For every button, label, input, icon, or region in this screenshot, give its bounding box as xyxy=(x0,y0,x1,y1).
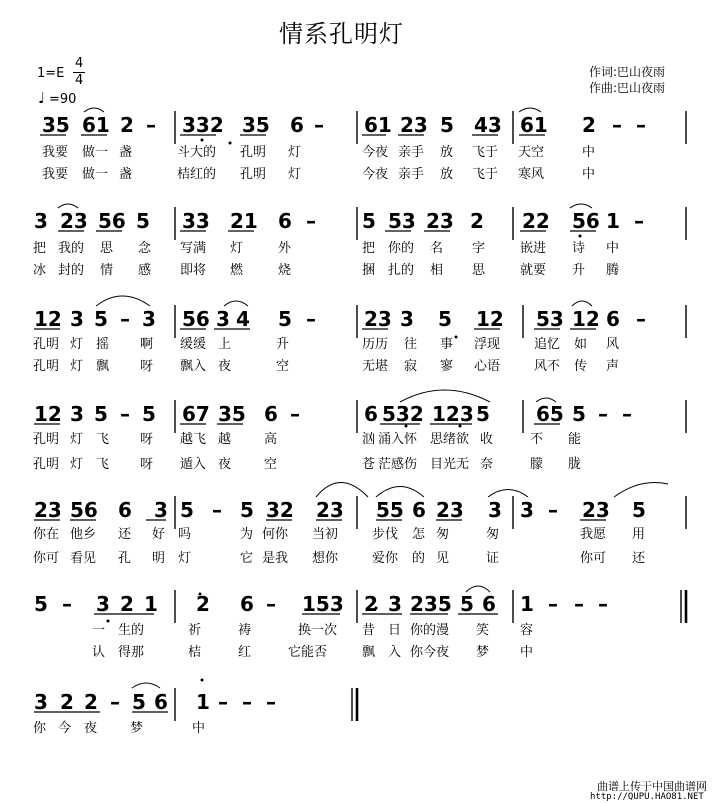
svg-text:何你: 何你 xyxy=(262,527,289,542)
svg-text:23: 23 xyxy=(426,209,454,233)
svg-text:收: 收 xyxy=(480,432,494,447)
svg-text:32: 32 xyxy=(266,498,294,522)
svg-text:苍: 苍 xyxy=(362,457,376,472)
svg-text:升: 升 xyxy=(572,263,586,278)
svg-text:放: 放 xyxy=(440,145,454,160)
svg-text:3: 3 xyxy=(216,307,230,331)
svg-text:换一次: 换一次 xyxy=(298,623,338,638)
svg-text:能: 能 xyxy=(568,432,582,447)
svg-text:飘入: 飘入 xyxy=(180,359,207,374)
svg-text:容: 容 xyxy=(520,623,534,638)
svg-text:飘: 飘 xyxy=(96,359,110,374)
svg-text:35: 35 xyxy=(218,402,246,426)
svg-text:摇: 摇 xyxy=(96,337,110,352)
svg-text:越: 越 xyxy=(218,432,232,447)
svg-text:–: – xyxy=(110,690,120,714)
svg-text:–: – xyxy=(574,592,584,616)
svg-text:3: 3 xyxy=(34,690,48,714)
svg-text:心语: 心语 xyxy=(474,359,501,374)
svg-text:缓缓: 缓缓 xyxy=(180,337,207,352)
svg-text:3: 3 xyxy=(154,498,168,522)
svg-text:呀: 呀 xyxy=(140,457,154,472)
svg-text:6: 6 xyxy=(154,690,168,714)
svg-text:灯: 灯 xyxy=(178,551,192,566)
svg-text:53: 53 xyxy=(536,307,564,331)
svg-text:还: 还 xyxy=(118,527,132,542)
svg-text:捆: 捆 xyxy=(362,263,376,278)
line-5-lyrics xyxy=(33,526,646,566)
line-7-lyrics xyxy=(33,720,205,736)
svg-text:5: 5 xyxy=(632,498,646,522)
svg-text:斗大的: 斗大的 xyxy=(177,145,217,160)
svg-text:事: 事 xyxy=(440,337,454,352)
svg-text:6: 6 xyxy=(264,402,278,426)
svg-text:高: 高 xyxy=(264,432,278,447)
svg-text:我要: 我要 xyxy=(42,167,69,182)
svg-text:中: 中 xyxy=(582,167,596,182)
dots xyxy=(107,139,582,682)
svg-text:中: 中 xyxy=(582,145,596,160)
line-4-notes xyxy=(34,402,632,426)
footer-url[interactable]: http://QUPU.HAO81.NET xyxy=(590,792,704,802)
svg-text:把: 把 xyxy=(362,241,376,256)
svg-text:23: 23 xyxy=(364,307,392,331)
svg-text:6: 6 xyxy=(118,498,132,522)
svg-text:6: 6 xyxy=(240,592,254,616)
svg-text:昔: 昔 xyxy=(362,623,376,638)
svg-text:呀: 呀 xyxy=(140,432,154,447)
svg-text:你的: 你的 xyxy=(388,241,415,256)
svg-text:它: 它 xyxy=(240,551,254,566)
svg-text:想你: 想你 xyxy=(312,551,339,566)
svg-text:空: 空 xyxy=(276,359,290,374)
line-6-notes xyxy=(34,592,608,616)
svg-text:–: – xyxy=(598,592,608,616)
svg-text:灯: 灯 xyxy=(288,167,302,182)
svg-text:情: 情 xyxy=(100,263,114,278)
svg-text:风不: 风不 xyxy=(534,359,561,374)
svg-text:我要: 我要 xyxy=(42,145,69,160)
svg-text:做一: 做一 xyxy=(82,145,109,160)
svg-text:认: 认 xyxy=(92,645,106,660)
svg-text:空: 空 xyxy=(264,457,278,472)
svg-text:涌入怀: 涌入怀 xyxy=(378,432,418,447)
svg-text:名: 名 xyxy=(430,241,444,256)
svg-text:–: – xyxy=(212,498,222,522)
svg-text:一: 一 xyxy=(92,623,106,638)
svg-text:12: 12 xyxy=(572,307,600,331)
svg-text:6: 6 xyxy=(482,592,496,616)
svg-text:看见: 看见 xyxy=(70,551,97,566)
svg-text:孔明: 孔明 xyxy=(240,167,267,182)
svg-text:–: – xyxy=(548,592,558,616)
svg-text:235: 235 xyxy=(410,592,452,616)
svg-text:腾: 腾 xyxy=(606,263,620,278)
svg-text:23: 23 xyxy=(34,498,62,522)
svg-text:得那: 得那 xyxy=(118,645,145,660)
svg-text:飞于: 飞于 xyxy=(472,167,499,182)
note: – xyxy=(146,113,156,137)
svg-text:67: 67 xyxy=(182,402,210,426)
svg-text:5: 5 xyxy=(34,592,48,616)
svg-text:升: 升 xyxy=(276,337,290,352)
svg-text:–: – xyxy=(306,209,316,233)
line-1-lyrics xyxy=(42,144,595,182)
svg-text:–: – xyxy=(290,402,300,426)
svg-text:孔: 孔 xyxy=(118,551,132,566)
svg-text:5: 5 xyxy=(240,498,254,522)
composer-credit: 作曲:巴山夜雨 xyxy=(589,81,666,95)
svg-text:5: 5 xyxy=(94,402,108,426)
svg-text:步伐: 步伐 xyxy=(372,527,399,542)
svg-text:燃: 燃 xyxy=(230,263,244,278)
svg-text:相: 相 xyxy=(430,263,444,278)
svg-text:爱你: 爱你 xyxy=(372,551,399,566)
svg-text:传: 传 xyxy=(574,359,588,374)
note: 35 xyxy=(242,113,270,137)
svg-text:证: 证 xyxy=(486,551,500,566)
svg-text:5: 5 xyxy=(180,498,194,522)
key-signature: 1=E xyxy=(37,66,65,81)
svg-text:23: 23 xyxy=(436,498,464,522)
svg-text:封的: 封的 xyxy=(58,263,85,278)
svg-text:扎的: 扎的 xyxy=(388,263,415,278)
svg-text:中: 中 xyxy=(606,241,620,256)
svg-text:23: 23 xyxy=(60,209,88,233)
svg-text:5: 5 xyxy=(460,592,474,616)
svg-text:3: 3 xyxy=(70,402,84,426)
svg-text:6: 6 xyxy=(364,402,378,426)
svg-text:6: 6 xyxy=(412,498,426,522)
svg-text:153: 153 xyxy=(302,592,344,616)
svg-text:夜: 夜 xyxy=(84,721,98,736)
svg-text:遁入: 遁入 xyxy=(180,457,207,472)
svg-text:56: 56 xyxy=(182,307,210,331)
svg-text:上: 上 xyxy=(218,337,232,352)
svg-text:孔明: 孔明 xyxy=(240,145,267,160)
svg-text:外: 外 xyxy=(278,241,292,256)
svg-text:5: 5 xyxy=(142,402,156,426)
line-2-notes xyxy=(34,209,644,233)
svg-text:你的漫: 你的漫 xyxy=(410,623,450,638)
svg-text:2: 2 xyxy=(470,209,484,233)
svg-text:风: 风 xyxy=(606,337,620,352)
svg-text:53: 53 xyxy=(388,209,416,233)
svg-text:往: 往 xyxy=(404,337,418,352)
svg-text:你可: 你可 xyxy=(33,551,60,566)
line-1-notes xyxy=(42,113,646,137)
svg-text:孔明: 孔明 xyxy=(33,337,60,352)
svg-text:孔明: 孔明 xyxy=(33,432,60,447)
line-7-notes xyxy=(34,690,276,714)
note: 5 xyxy=(440,113,454,137)
svg-text:5: 5 xyxy=(362,209,376,233)
svg-text:你可: 你可 xyxy=(580,551,607,566)
svg-text:放: 放 xyxy=(440,167,454,182)
svg-text:1: 1 xyxy=(196,690,210,714)
svg-text:桔: 桔 xyxy=(188,645,202,660)
svg-text:3: 3 xyxy=(70,307,84,331)
svg-text:嵌进: 嵌进 xyxy=(520,241,547,256)
svg-text:诗: 诗 xyxy=(572,241,586,256)
svg-text:祈: 祈 xyxy=(188,623,202,638)
svg-text:5: 5 xyxy=(476,402,490,426)
svg-text:红: 红 xyxy=(238,645,252,660)
svg-text:历历: 历历 xyxy=(362,337,389,352)
svg-text:23: 23 xyxy=(316,498,344,522)
svg-text:寂: 寂 xyxy=(404,359,418,374)
song-title: 情系孔明灯 xyxy=(279,20,404,48)
svg-text:笑: 笑 xyxy=(476,623,490,638)
svg-text:飞: 飞 xyxy=(96,432,110,447)
svg-text:3: 3 xyxy=(388,592,402,616)
line-4-lyrics xyxy=(33,431,581,472)
svg-text:–: – xyxy=(120,402,130,426)
svg-text:3: 3 xyxy=(34,209,48,233)
note: – xyxy=(636,113,646,137)
svg-text:3: 3 xyxy=(520,498,534,522)
svg-text:56: 56 xyxy=(98,209,126,233)
svg-text:做一: 做一 xyxy=(82,167,109,182)
svg-text:1: 1 xyxy=(606,209,620,233)
svg-text:532: 532 xyxy=(382,402,424,426)
line-3-notes xyxy=(34,307,646,331)
svg-text:啊: 啊 xyxy=(140,337,154,352)
svg-text:我愿: 我愿 xyxy=(580,527,607,542)
note: 61 xyxy=(364,113,392,137)
svg-text:冰: 冰 xyxy=(33,263,47,278)
svg-text:5: 5 xyxy=(132,690,146,714)
line-5-notes xyxy=(34,498,646,522)
svg-text:2: 2 xyxy=(84,690,98,714)
svg-text:–: – xyxy=(634,209,644,233)
svg-text:3: 3 xyxy=(96,592,110,616)
lyricist-credit: 作词:巴山夜雨 xyxy=(589,65,666,79)
svg-text:–: – xyxy=(636,307,646,331)
svg-text:5: 5 xyxy=(136,209,150,233)
note: 61 xyxy=(82,113,110,137)
svg-text:见: 见 xyxy=(436,551,450,566)
svg-text:2: 2 xyxy=(364,592,378,616)
svg-text:55: 55 xyxy=(376,498,404,522)
svg-text:3: 3 xyxy=(400,307,414,331)
svg-text:盏: 盏 xyxy=(119,145,133,160)
svg-text:寥: 寥 xyxy=(440,359,454,374)
svg-text:夜: 夜 xyxy=(218,359,232,374)
svg-text:65: 65 xyxy=(536,402,564,426)
svg-text:灯: 灯 xyxy=(70,457,84,472)
line-3-lyrics xyxy=(33,336,619,374)
svg-text:孔明: 孔明 xyxy=(33,359,60,374)
note: 61 xyxy=(520,113,548,137)
svg-text:今夜: 今夜 xyxy=(362,145,389,160)
svg-text:–: – xyxy=(266,690,276,714)
svg-text:奈: 奈 xyxy=(480,457,494,472)
svg-text:为: 为 xyxy=(240,527,254,542)
svg-text:–: – xyxy=(548,498,558,522)
svg-text:3: 3 xyxy=(142,307,156,331)
svg-text:22: 22 xyxy=(522,209,550,233)
svg-text:浮现: 浮现 xyxy=(474,337,501,352)
svg-text:23: 23 xyxy=(582,498,610,522)
note: – xyxy=(314,113,324,137)
svg-text:用: 用 xyxy=(632,527,646,542)
svg-text:123: 123 xyxy=(432,402,474,426)
svg-text:生的: 生的 xyxy=(118,623,145,638)
svg-text:怎: 怎 xyxy=(412,527,426,542)
svg-text:思: 思 xyxy=(100,241,114,256)
svg-text:梦: 梦 xyxy=(130,721,144,736)
svg-text:飞: 飞 xyxy=(96,457,110,472)
svg-text:呀: 呀 xyxy=(140,359,154,374)
svg-text:12: 12 xyxy=(34,307,62,331)
time-signature-top: 4 xyxy=(75,56,84,71)
svg-text:夜: 夜 xyxy=(218,457,232,472)
svg-text:–: – xyxy=(266,592,276,616)
svg-text:目光无: 目光无 xyxy=(430,457,470,472)
svg-text:飞于: 飞于 xyxy=(472,145,499,160)
svg-text:就要: 就要 xyxy=(520,263,547,278)
svg-text:2: 2 xyxy=(60,690,74,714)
svg-text:你在: 你在 xyxy=(33,527,60,542)
svg-text:匆: 匆 xyxy=(436,527,450,542)
note: 23 xyxy=(400,113,428,137)
svg-text:56: 56 xyxy=(572,209,600,233)
svg-text:1: 1 xyxy=(520,592,534,616)
svg-text:21: 21 xyxy=(230,209,258,233)
svg-text:把: 把 xyxy=(33,241,47,256)
svg-text:6: 6 xyxy=(606,307,620,331)
svg-text:念: 念 xyxy=(138,241,152,256)
time-signature-bottom: 4 xyxy=(75,73,84,88)
svg-text:写满: 写满 xyxy=(180,241,207,256)
svg-text:中: 中 xyxy=(520,645,534,660)
svg-text:今: 今 xyxy=(58,721,72,736)
svg-text:桔红的: 桔红的 xyxy=(177,167,217,182)
svg-text:你: 你 xyxy=(33,721,47,736)
svg-text:6: 6 xyxy=(278,209,292,233)
svg-text:2: 2 xyxy=(120,592,134,616)
svg-text:不: 不 xyxy=(530,432,544,447)
note: 2 xyxy=(120,113,134,137)
note: – xyxy=(612,113,622,137)
svg-text:今夜: 今夜 xyxy=(362,167,389,182)
svg-text:茫感伤: 茫感伤 xyxy=(378,457,418,472)
svg-text:亲手: 亲手 xyxy=(398,167,425,182)
svg-text:思绪欲: 思绪欲 xyxy=(430,432,470,447)
svg-text:孔明: 孔明 xyxy=(33,457,60,472)
svg-text:汹: 汹 xyxy=(362,432,376,447)
svg-text:是我: 是我 xyxy=(262,551,289,566)
svg-text:灯: 灯 xyxy=(230,241,244,256)
svg-text:他乡: 他乡 xyxy=(70,527,97,542)
svg-text:明: 明 xyxy=(152,551,166,566)
svg-text:飘: 飘 xyxy=(362,645,376,660)
svg-text:5: 5 xyxy=(572,402,586,426)
svg-text:胧: 胧 xyxy=(568,457,582,472)
note: 2 xyxy=(582,113,596,137)
svg-text:灯: 灯 xyxy=(70,432,84,447)
svg-text:灯: 灯 xyxy=(288,145,302,160)
svg-text:朦: 朦 xyxy=(530,457,544,472)
svg-text:4: 4 xyxy=(236,307,250,331)
svg-text:追忆: 追忆 xyxy=(534,337,561,352)
svg-text:33: 33 xyxy=(182,209,210,233)
svg-text:1: 1 xyxy=(144,592,158,616)
tempo-note-icon: ♩ xyxy=(38,89,46,107)
svg-text:的: 的 xyxy=(412,551,426,566)
svg-text:当初: 当初 xyxy=(312,527,339,542)
svg-text:我的: 我的 xyxy=(58,241,85,256)
svg-text:梦: 梦 xyxy=(476,645,490,660)
svg-text:无堪: 无堪 xyxy=(362,359,389,374)
svg-text:–: – xyxy=(306,307,316,331)
note: 6 xyxy=(290,113,304,137)
svg-text:2: 2 xyxy=(196,592,210,616)
footer-source-line: 曲谱上传于中国曲谱网 xyxy=(597,780,707,793)
line-2-lyrics xyxy=(33,240,619,278)
svg-text:感: 感 xyxy=(138,263,152,278)
svg-text:思: 思 xyxy=(472,263,486,278)
svg-text:声: 声 xyxy=(606,359,620,374)
svg-text:寒风: 寒风 xyxy=(518,167,545,182)
svg-text:中: 中 xyxy=(192,721,206,736)
svg-text:还: 还 xyxy=(632,551,646,566)
svg-text:天空: 天空 xyxy=(518,145,545,160)
svg-text:祷: 祷 xyxy=(238,623,252,638)
svg-text:灯: 灯 xyxy=(70,359,84,374)
svg-text:12: 12 xyxy=(476,307,504,331)
svg-text:–: – xyxy=(62,592,72,616)
svg-text:5: 5 xyxy=(278,307,292,331)
svg-text:12: 12 xyxy=(34,402,62,426)
svg-text:56: 56 xyxy=(70,498,98,522)
svg-text:即将: 即将 xyxy=(180,263,207,278)
svg-text:日: 日 xyxy=(388,623,402,638)
line-6-lyrics xyxy=(92,622,533,660)
note: 332 xyxy=(182,113,224,137)
svg-text:5: 5 xyxy=(94,307,108,331)
svg-text:3: 3 xyxy=(488,498,502,522)
svg-text:好: 好 xyxy=(152,527,166,542)
svg-text:–: – xyxy=(120,307,130,331)
svg-text:入: 入 xyxy=(388,645,402,660)
svg-text:烧: 烧 xyxy=(278,263,292,278)
svg-text:匆: 匆 xyxy=(486,527,500,542)
svg-text:越飞: 越飞 xyxy=(180,432,207,447)
svg-text:–: – xyxy=(598,402,608,426)
svg-text:盏: 盏 xyxy=(119,167,133,182)
svg-text:5: 5 xyxy=(438,307,452,331)
tempo-value: =90 xyxy=(49,92,77,107)
svg-text:吗: 吗 xyxy=(178,527,192,542)
svg-text:如: 如 xyxy=(574,337,588,352)
svg-text:–: – xyxy=(622,402,632,426)
svg-text:–: – xyxy=(218,690,228,714)
svg-text:灯: 灯 xyxy=(70,337,84,352)
svg-text:字: 字 xyxy=(472,241,486,256)
svg-text:亲手: 亲手 xyxy=(398,145,425,160)
svg-text:它能否: 它能否 xyxy=(288,645,328,660)
note: 43 xyxy=(474,113,502,137)
svg-text:–: – xyxy=(242,690,252,714)
note: 35 xyxy=(42,113,70,137)
svg-text:你今夜: 你今夜 xyxy=(410,645,450,660)
